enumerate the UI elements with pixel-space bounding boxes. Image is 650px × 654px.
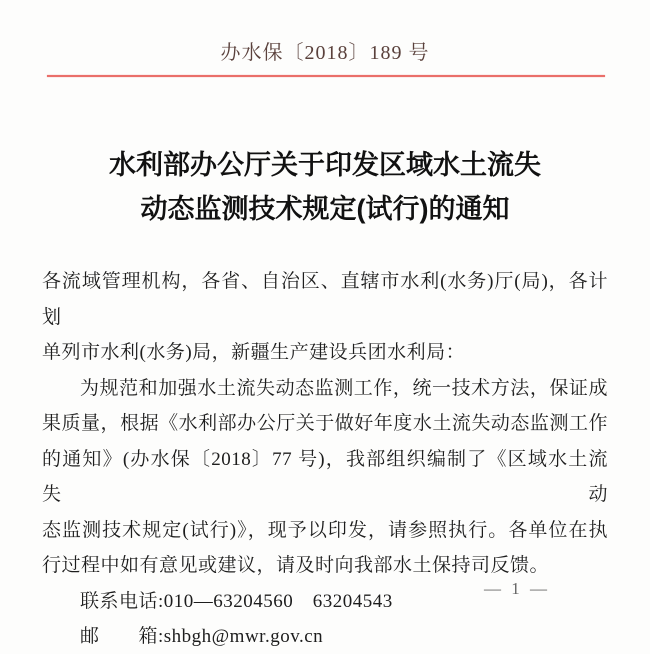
- red-divider-line: [47, 75, 605, 77]
- body-line-paragraph-end: 行过程中如有意见或建议，请及时向我部水土保持司反馈。: [42, 555, 550, 576]
- body-line-salutation-end: 单列市水利(水务)局，新疆生产建设兵团水利局：: [42, 342, 466, 363]
- body-line: 果质量，根据《水利部办公厅关于做好年度水土流失动态监测工作: [42, 413, 608, 434]
- body-line: 的通知》(办水保〔2018〕77 号)，我部组织编制了《区域水土流失动: [42, 448, 608, 505]
- contact-phone: 联系电话:010—63204560 63204543: [80, 590, 393, 612]
- title-line-2: 动态监测技术规定(试行)的通知: [140, 194, 510, 224]
- page-number: — 1 —: [484, 579, 550, 598]
- contact-email: 邮 箱:shbgh@mwr.gov.cn: [80, 626, 324, 647]
- doc-number: 办水保〔2018〕189 号: [220, 42, 430, 64]
- body-line-paragraph-start: 为规范和加强水土流失动态监测工作，统一技术方法，保证成: [80, 377, 608, 399]
- document-title: [0, 143, 650, 231]
- body-line-salutation: 各流域管理机构，各省、自治区、直辖市水利(水务)厅(局)，各计划: [42, 271, 608, 328]
- body-line: 态监测技术规定(试行)》，现予以印发，请参照执行。各单位在执: [42, 519, 608, 541]
- title-line-1: 水利部办公厅关于印发区域水土流失: [109, 150, 541, 180]
